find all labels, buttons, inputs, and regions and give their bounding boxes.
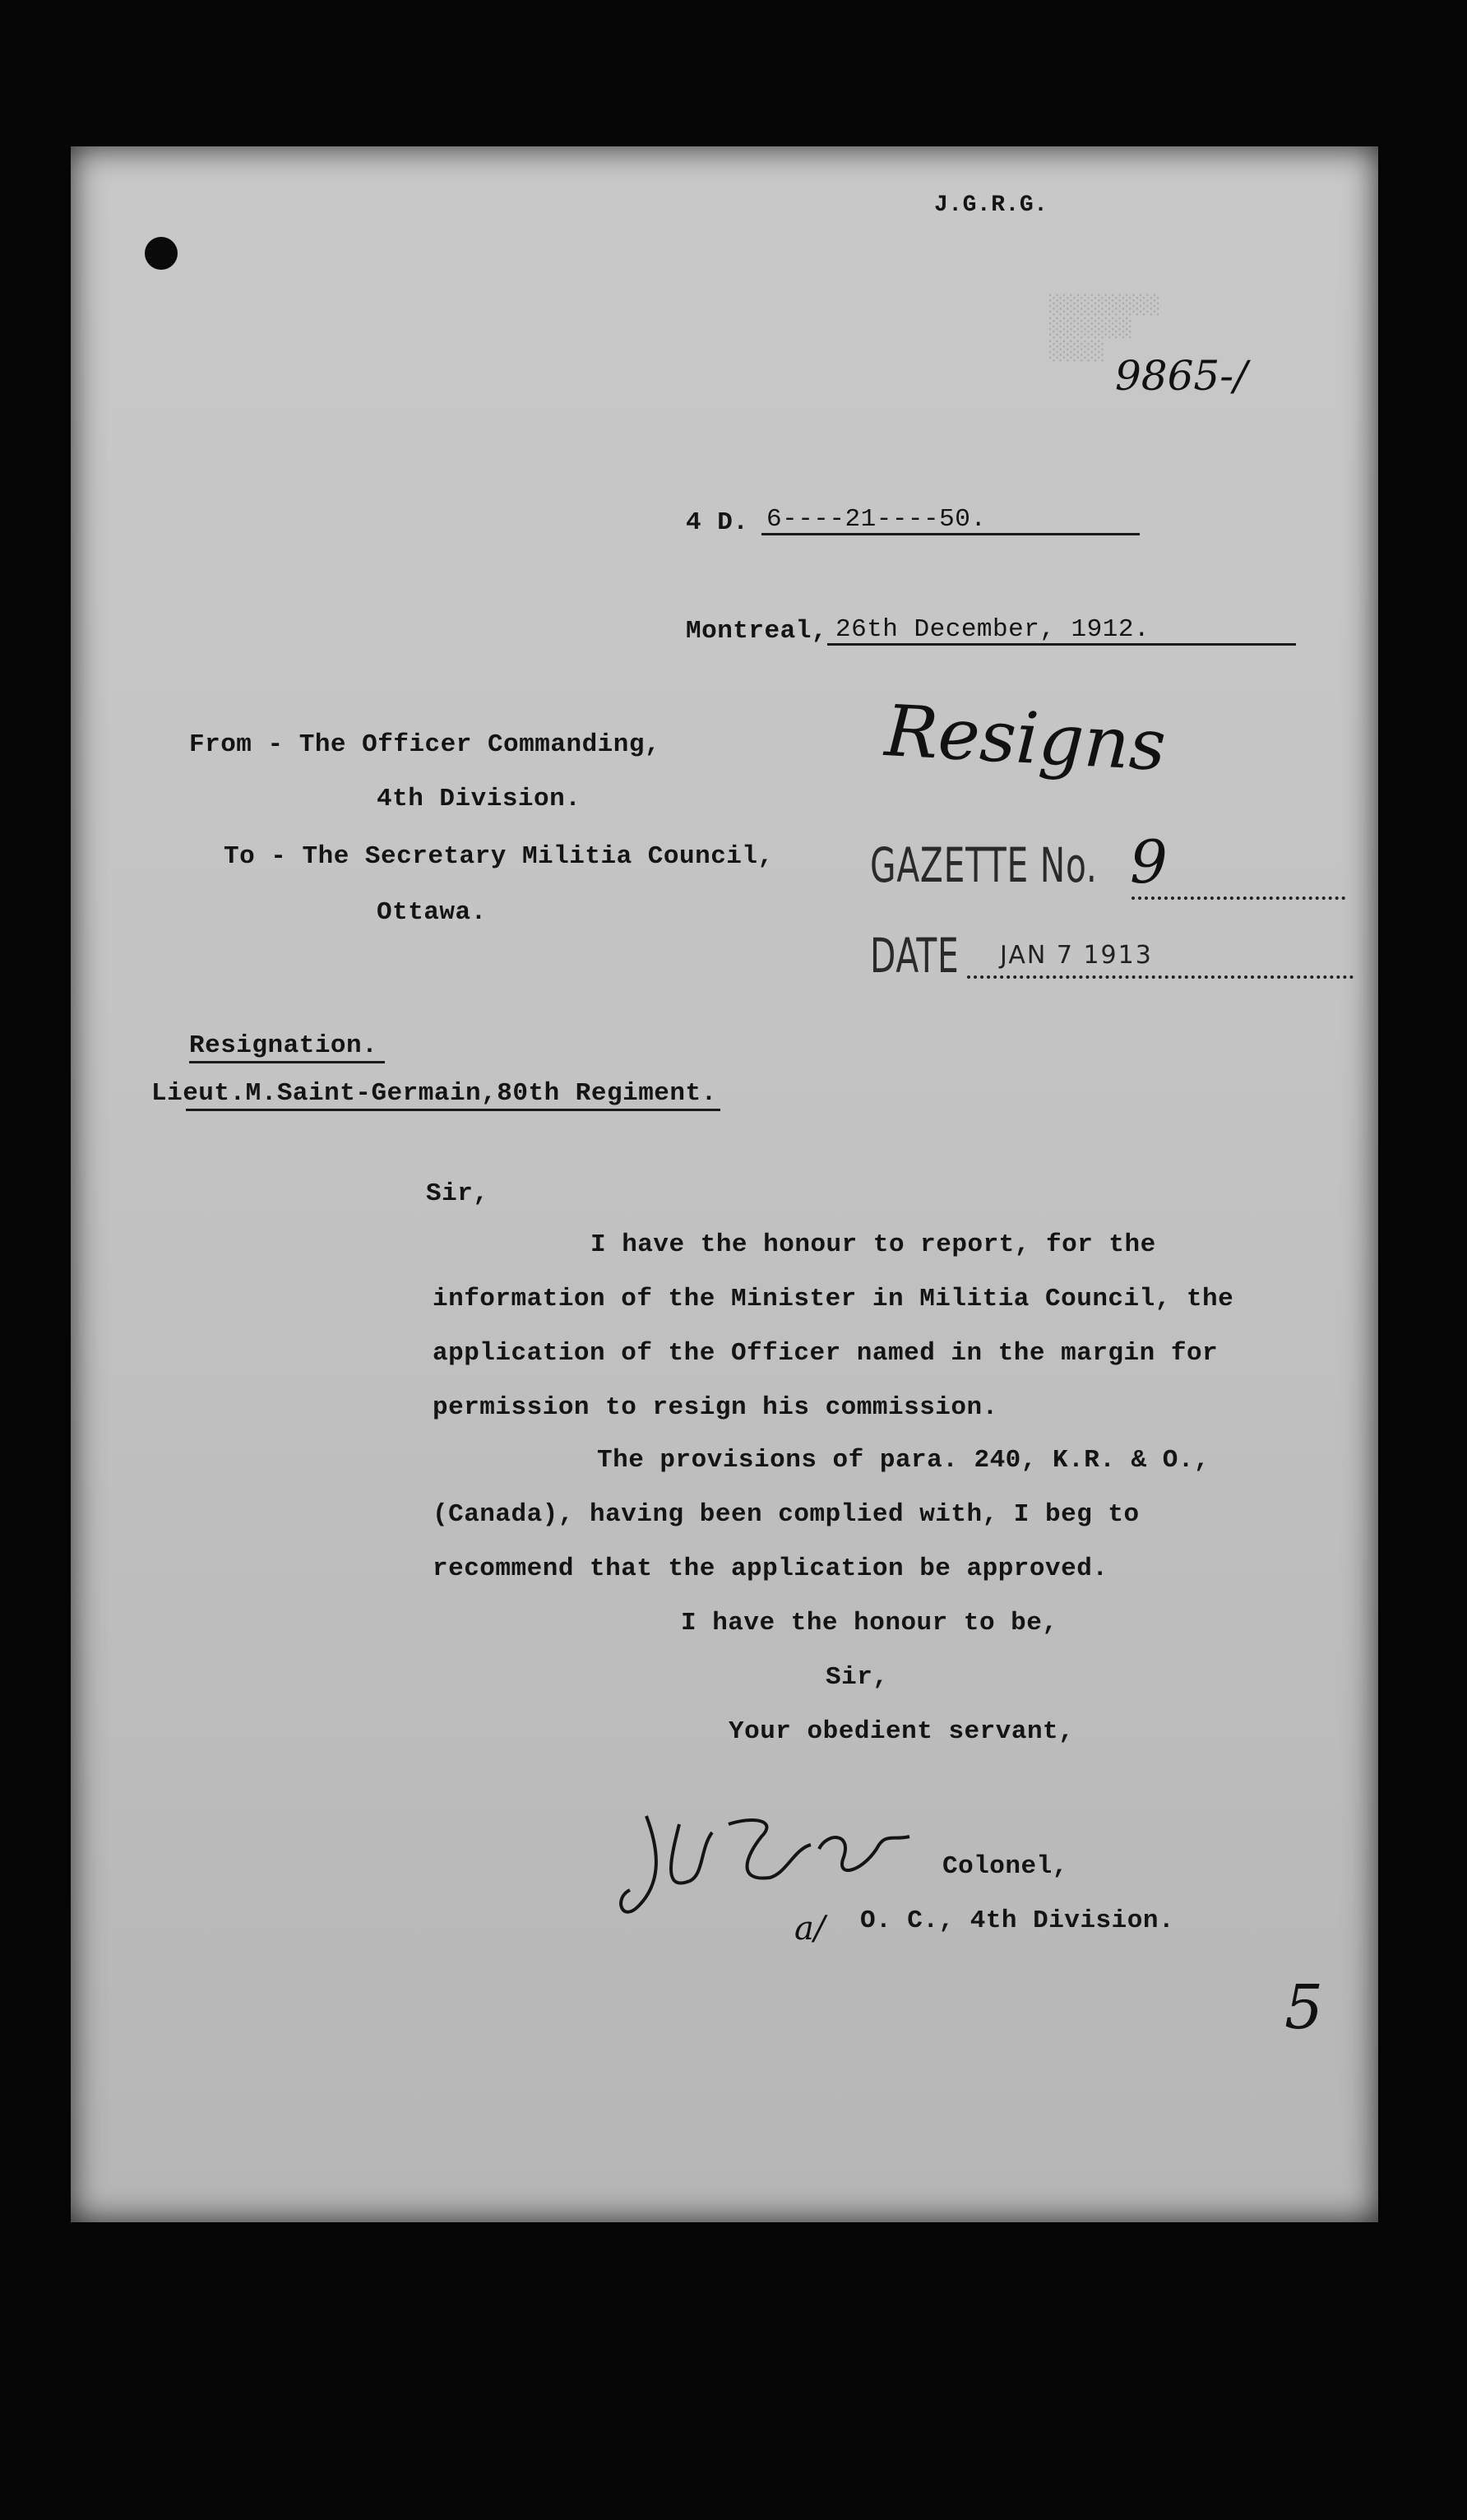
body-line-4: permission to resign his commission. (433, 1393, 998, 1422)
document-sheet (71, 146, 1378, 2222)
subject-heading: Resignation. (189, 1031, 378, 1060)
closing-line-1: I have the honour to be, (681, 1609, 1058, 1638)
to-place: Ottawa. (377, 898, 487, 927)
date-dotted-line (967, 975, 1354, 979)
letter-date: 26th December, 1912. (835, 615, 1150, 644)
body-line-3: application of the Officer named in the margin for (433, 1339, 1219, 1368)
body-line-1: I have the honour to report, for the (590, 1230, 1156, 1259)
gazette-number: 9 (1130, 827, 1168, 896)
closing-line-3: Your obedient servant, (729, 1717, 1075, 1746)
gazette-date: JAN 7 1913 (1000, 941, 1153, 970)
signer-rank: Colonel, (942, 1852, 1068, 1881)
reference-prefix: 4 D. (686, 508, 749, 537)
date-label: DATE (870, 928, 960, 984)
initials: J.G.R.G. (934, 192, 1048, 218)
page-number: 5 (1284, 1972, 1324, 2043)
to-line: To - The Secretary Militia Council, (224, 842, 774, 871)
from-unit: 4th Division. (377, 785, 581, 813)
closing-line-2: Sir, (826, 1663, 889, 1692)
body-line-7: recommend that the application be approved. (433, 1554, 1108, 1583)
gazette-label: GAZETTE No. (870, 837, 1098, 893)
signer-title: O. C., 4th Division. (860, 1906, 1175, 1935)
body-line-2: information of the Minister in Militia Council, the (433, 1285, 1234, 1313)
from-line: From - The Officer Commanding, (189, 730, 661, 759)
salutation: Sir, (426, 1179, 489, 1208)
place: Montreal, (686, 617, 827, 646)
reference-number: 6----21----50. (766, 505, 987, 534)
body-line-6: (Canada), having been complied with, I beg to (433, 1500, 1140, 1529)
subject-officer-underline (186, 1109, 720, 1111)
subject-officer: Lieut.M.Saint-Germain,80th Regiment. (151, 1079, 717, 1108)
signature-graphic (613, 1800, 942, 1923)
body-line-5: The provisions of para. 240, K.R. & O., (597, 1446, 1210, 1475)
handwritten-resigns-note: Resigns (882, 690, 1169, 787)
faint-registry-stamp: ░░░░░░░░ ░░░░░░ ░░░░ (1049, 295, 1161, 362)
file-number-handwritten: 9865-/ (1115, 352, 1247, 400)
subject-heading-underline (189, 1061, 385, 1063)
signer-prefix: a/ (794, 1910, 826, 1948)
punch-hole (145, 237, 178, 270)
gazette-dotted-line (1131, 896, 1345, 900)
